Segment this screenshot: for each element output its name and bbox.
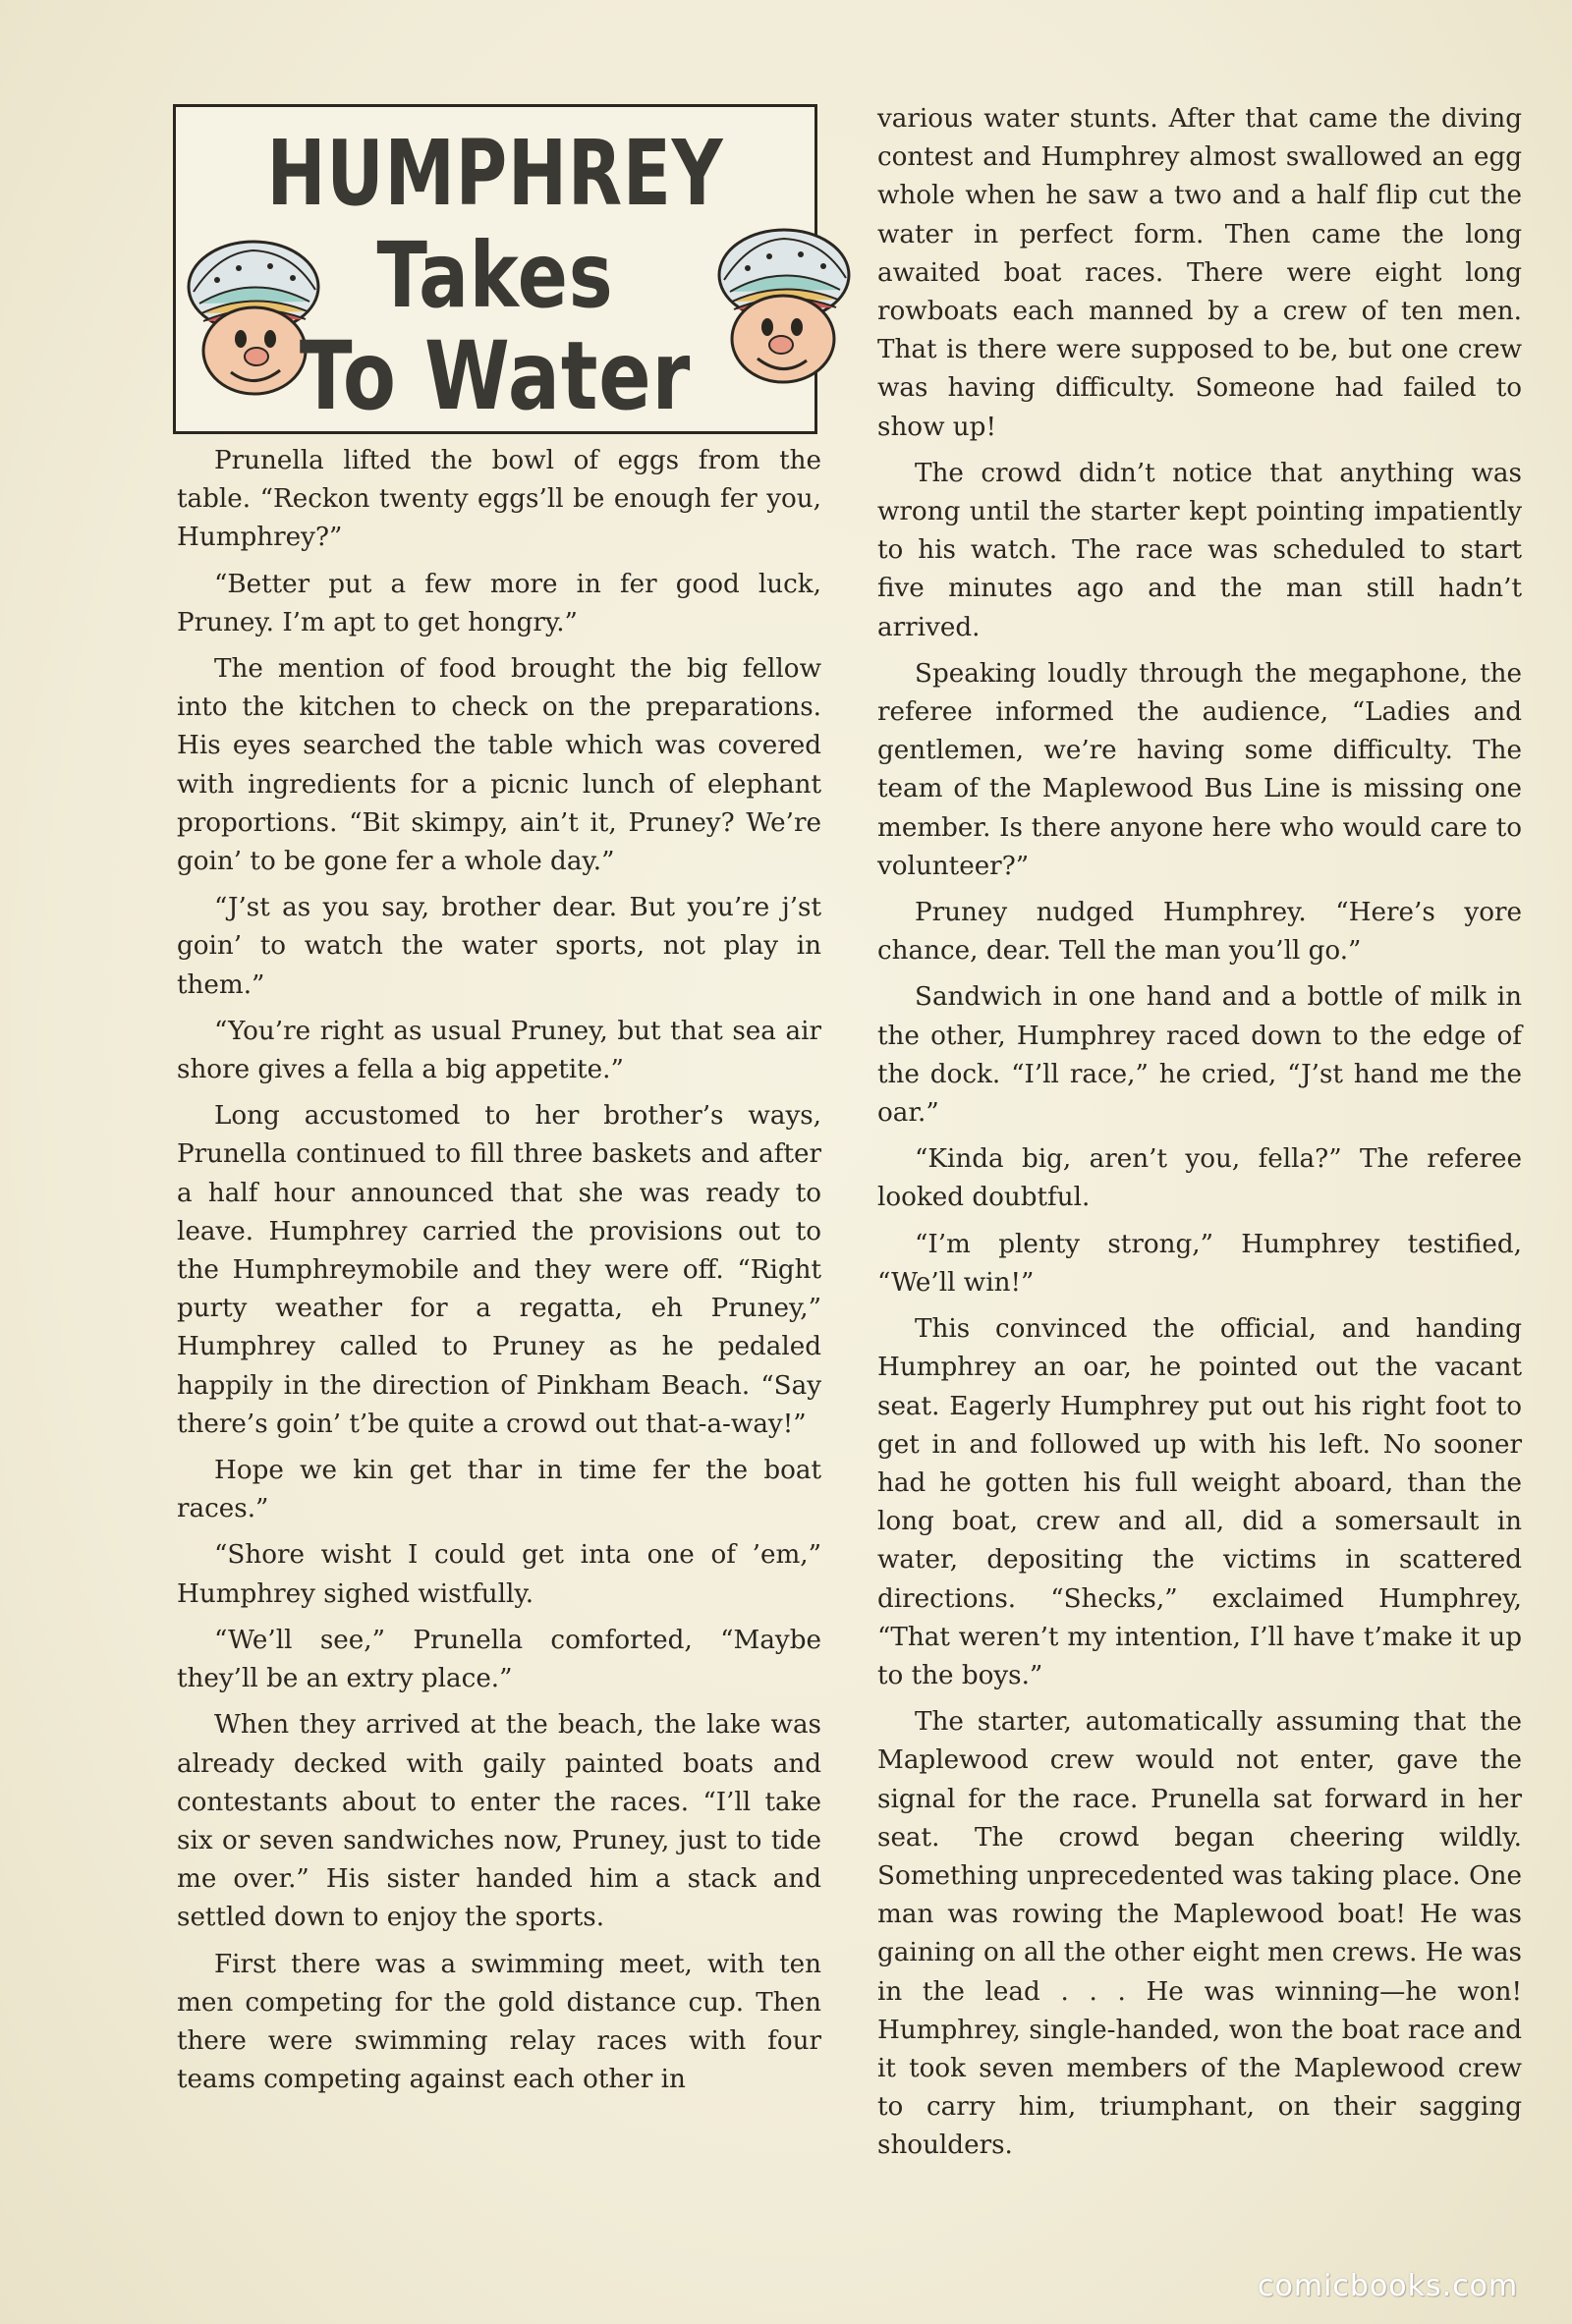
- watermark: comicbooks.com: [1258, 2269, 1519, 2303]
- left-column: [177, 442, 821, 2107]
- paragraph: “We’ll see,” Prunella comforted, “Maybe they’ll be an extry place.”: [177, 1625, 821, 1694]
- paragraph: When they arrived at the beach, the lake was already decked with gaily painted boats and contestants about to enter the races. “I’ll take six or seven sandwiches now, Pruney, just to tide me over.” His sister handed him a stack and settled down to enjoy the sports.: [177, 1710, 821, 1933]
- paragraph: Hope we kin get thar in time fer the boat races.”: [177, 1456, 821, 1524]
- paragraph: The starter, automatically assuming that the Maplewood crew would not enter, gave the signal for the race. Prunella sat forward in her seat. The crowd began cheering wildly. Something unprecedented was taking place. One man was rowing the Maplewood boat! He was gaining on all the other eight men crews. He was in the lead . . . He was winning—he won! Humphrey, single-handed, won the boat race and it took seven members of the Maplewood crew to carry him, triumphant, on their sagging shoulders.: [877, 1707, 1522, 2161]
- title-to-water: To Water: [299, 321, 692, 431]
- title-panel: [173, 104, 817, 434]
- paragraph: Prunella lifted the bowl of eggs from the table. “Reckon twenty eggs’ll be enough fer you, Humphrey?”: [177, 446, 821, 553]
- paragraph: The crowd didn’t notice that anything was wrong until the starter kept pointing impatiently to his watch. The race was scheduled to start five minutes ago and the man still hadn’t arrived.: [877, 458, 1522, 642]
- paragraph: “Shore wisht I could get inta one of ’em,” Humphrey sighed wistfully.: [177, 1540, 821, 1609]
- paragraph: Pruney nudged Humphrey. “Here’s yore chance, dear. Tell the man you’ll go.”: [877, 898, 1522, 967]
- paragraph: “Better put a few more in fer good luck, Pruney. I’m apt to get hongry.”: [177, 569, 821, 637]
- paragraph: This convinced the official, and handing Humphrey an oar, he pointed out the vacant seat. Eagerly Humphrey put out his right foot to get in and followed up with his left. No sooner had he gotten his full weight aboard, than the long boat, crew and all, did a somersault in water, depositing the victims in scattered directions. “Shecks,” exclaimed Humphrey, “That weren’t my intention, I’ll have t’make it up to the boys.”: [877, 1314, 1522, 1690]
- paragraph: various water stunts. After that came the diving contest and Humphrey almost swallowed an egg whole when he saw a two and a half flip cut the water in perfect form. Then came the long awaited boat races. There were eight long rowboats each manned by a crew of ten men. That is there were supposed to be, but one crew was having difficulty. Someone had failed to show up!: [877, 104, 1522, 442]
- right-column: [877, 100, 1522, 2174]
- paragraph: Long accustomed to her brother’s ways, Prunella continued to fill three baskets and after a half hour announced that she was ready to leave. Humphrey carried the provisions out to the Humphreymobile and they were off. “Right purty weather for a regatta, eh Pruney,” Humphrey called to Pruney as he pedaled happily in the direction of Pinkham Beach. “Say there’s goin’ t’be quite a crowd out that-a-way!”: [177, 1101, 821, 1439]
- paragraph: “J’st as you say, brother dear. But you’re j’st goin’ to watch the water sports, not play in them.”: [177, 893, 821, 1000]
- paragraph: Sandwich in one hand and a bottle of milk in the other, Humphrey raced down to the edge of the dock. “I’ll race,” he cried, “J’st hand me the oar.”: [877, 982, 1522, 1129]
- paragraph: “I’m plenty strong,” Humphrey testified, “We’ll win!”: [877, 1229, 1522, 1298]
- paragraph: “Kinda big, aren’t you, fella?” The referee looked doubtful.: [877, 1144, 1522, 1213]
- title-humphrey: HUMPHREY: [266, 121, 724, 226]
- paragraph: The mention of food brought the big fellow into the kitchen to check on the preparations. His eyes searched the table which was covered with ingredients for a picnic lunch of elephant proportions. “Bit skimpy, ain’t it, Pruney? We’re goin’ to be gone fer a whole day.”: [177, 654, 821, 877]
- paragraph: First there was a swimming meet, with ten men competing for the gold distance cup. Then there were swimming relay races with four teams competing against each other in: [177, 1949, 821, 2095]
- title-takes: Takes: [376, 223, 614, 328]
- paragraph: Speaking loudly through the megaphone, the referee informed the audience, “Ladies and gentlemen, we’re having some difficulty. The team of the Maplewood Bus Line is missing one member. Is there anyone here who would care to volunteer?”: [877, 658, 1522, 881]
- paragraph: “You’re right as usual Pruney, but that sea air shore gives a fella a big appetite.”: [177, 1016, 821, 1085]
